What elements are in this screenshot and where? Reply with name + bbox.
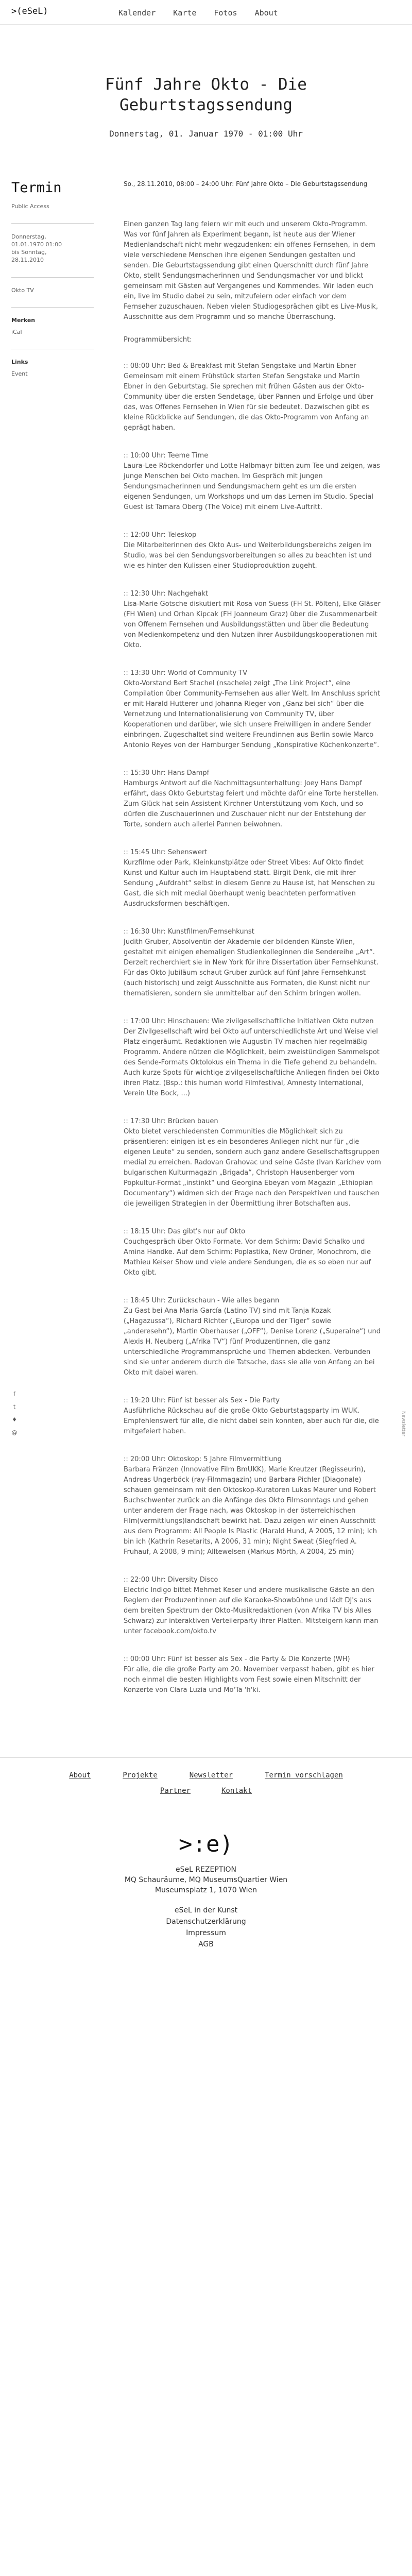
program-entry-body: Laura-Lee Röckendorfer und Lotte Halbmayr bitten zum Tee und zeigen, was junge Menschen bei Okto machen. Im Gespräch mit jungen Sendungsmacherinnen und Sendungsmachern geht es um die ersten eigenen Sendungen, um Workshops und um das Lernen im Studio. Special Guest ist Tamara Oberg (The Voice) mit einem Live-Auftritt. (124, 462, 381, 511)
program-entry-body: Der Zivilgesellschaft wird bei Okto auf unterschiedlichste Art und Weise viel Platz eingeräumt. Redaktionen wie Augustin TV machen hier regelmäßig Programm. Andere nützen die Möglichkeit, beim zweistündigen Sammelspot des Sende-Formats Oktolokus ein Thema in die Tiefe gehend zu behandeln. Auch kurze Spots für wichtige zivilgesellschaftliche Anliegen finden bei Okto ihren Platz. (Bsp.: this human world Filmfestival, Amnesty International, Verein Ute Bock, ...) (124, 1028, 380, 1097)
program-entry-title: :: 13:30 Uhr: World of Community TV (124, 669, 248, 677)
program-entry-title: :: 15:45 Uhr: Sehenswert (124, 849, 208, 856)
esel-logo[interactable]: >(eSeL) (11, 6, 48, 16)
date-from-label: Donnerstag, (11, 233, 46, 240)
program-entry-body: Hamburgs Antwort auf die Nachmittagsunterhaltung: Joey Hans Dampf erfährt, dass Okto Geburtstag feiert und möchte dafür eine Torte herstellen. Zum Glück hat sein Assistent Kirchner Unterstützung vom Koch, und so dürfen die Zuschauerinnen und Zuschauer nicht nur der Entstehung der Torte, sondern auch allerlei Pannen beiwohnen. (124, 779, 379, 828)
event-date: Donnerstag, 01. Januar 1970 - 01:00 Uhr (109, 129, 303, 139)
date-to-label: bis Sonntag, (11, 249, 47, 256)
footer-nav (0, 1771, 412, 1780)
program-entry-body: Gemeinsam mit einem Frühstück starten Stefan Sengstake und Martin Ebner in den Geburtstag. Sie sprechen mit frühen Gästen aus der Okto-Community über die ersten Sendetage, über Pannen und Erfolge und über das, was Offenes Fernsehen in Wien für sie bedeutet. Dazwischen gibt es kleine Rückblicke auf Sendungen, die das Okto-Programm von Anfang an geprägt haben. (124, 372, 373, 432)
nav-kalender[interactable]: Kalender (118, 8, 156, 18)
newsletter-tab[interactable]: Newsletter (401, 1411, 406, 1436)
facebook-icon[interactable]: f (13, 1391, 15, 1397)
merken-heading: Merken (11, 317, 36, 324)
program-entry-body: Electric Indigo bittet Mehmet Keser und andere musikalische Gäste an den Reglern der Produzentinnen auf die Karaoke-Showbühne und lädt DJ's aus dem breiten Spektrum der Okto-Musikredaktionen (von Afrika TV bis Alles Schwarz) zur interaktiven Verteilerparty ihrer Platten. Mitsteigern kann man unter facebook.com/okto.tv (124, 1586, 379, 1635)
program-entry (124, 361, 381, 433)
program-entry-title: :: 10:00 Uhr: Teeme Time (124, 452, 209, 460)
tag-okto-tv[interactable]: Okto TV (11, 287, 34, 294)
sidebar-subtitle: Public Access (11, 203, 49, 210)
program-entry-body: Zu Gast bei Ana Maria García (Latino TV) sind mit Tanja Kozak („Hagazussa“), Richard Richter („Europa und der Tiger“ sowie „anderesehn“), Martin Oberhauser („OFF“), Denise Lorenz („Superaine“) und Alexis H. Neuberg („Afrika TV“) fünf Produzentinnen, die ganz unterschiedliche Programmansprüche und Themen abdecken. Verbunden sind sie unter anderem durch die Tatsache, dass sie alle von Anfang an bei Okto mit dabei waren. (124, 1307, 381, 1377)
footer-link-datenschutz[interactable]: Datenschutzerklärung (166, 1918, 246, 1926)
program-entry (124, 1654, 381, 1696)
sidebar-tag-section (11, 277, 94, 294)
program-entry-title: :: 15:30 Uhr: Hans Dampf (124, 769, 210, 777)
program-entry (124, 1016, 381, 1099)
program-entry-body: Kurzfilme oder Park, Kleinkunstplätze oder Street Vibes: Auf Okto findet Kunst und Kultur auch im Hauptabend statt. Birgit Denk, die mit ihrer Sendung „Aufdraht“ selbst in diesem Genre zu Hause ist, hat Menschen zu Gast, die sich mit medial überhaupt wenig beachteten performativen Ausdrucksformen beschäftigen. (124, 859, 375, 908)
program-entry-body: Okto-Vorstand Bert Stachel (nsachele) zeigt „The Link Project“, eine Compilation über Community-Fernsehen aus aller Welt. Im Anschluss spricht er mit Harald Hutterer und Johanna Rieger von „Ganz bei sich“ über die Vernetzung und Internationalisierung von Community TV, über Kooperationen und darüber, wie sich unsere Freiwilligen in andere Sender einbringen. Zugeschaltet sind weitere Freundinnen aus Berlin sowie Marco Antonio Reyes von der Hamburger Sendung „Konspirative Küchenkonzerte“. (124, 680, 381, 749)
footer-newsletter-link[interactable]: Newsletter (189, 1771, 233, 1780)
program-entry (124, 451, 381, 513)
program-entry (124, 1396, 381, 1437)
program-entry-body: Für alle, die die große Party am 20. November verpasst haben, gibt es hier noch einmal die besten Highlights vom Fest sowie einen Mitschnitt der Konzerte von Clara Luzia und Mo'Ta 'h'ki. (124, 1666, 374, 1694)
intro-heading: So., 28.11.2010, 08:00 – 24:00 Uhr: Fünf Jahre Okto – Die Geburtstagssendung (124, 180, 368, 188)
program-entry-body: Die Mitarbeiterinnen des Okto Aus- und Weiterbildungsbereichs zeigen im Studio, was bei den Sendungsvorbereitungen so alles zu beachten ist und wie es hinter den Kulissen einer Studioproduktion zugeht. (124, 541, 372, 570)
ical-link[interactable]: iCal (11, 329, 22, 335)
nav-karte[interactable]: Karte (173, 8, 197, 18)
footer-link-agb[interactable]: AGB (198, 1940, 214, 1948)
program-entry-body: Couchgespräch über Okto Formate. Vor dem Schirm: David Schalko und Amina Handke. Auf dem Schirm: Poplastika, New Ordner, Monochrom, die Mathieu Keiser Show und viele andere Sendungen, die es so eben nur auf Okto gibt. (124, 1238, 371, 1277)
address-line-1: eSeL REZEPTION (176, 1866, 236, 1874)
program-entry (124, 1227, 381, 1278)
program-entry (124, 1296, 381, 1378)
program-entry-title: :: 22:00 Uhr: Diversity Disco (124, 1576, 218, 1584)
program-list (124, 361, 381, 1696)
footer-link-impressum[interactable]: Impressum (186, 1929, 226, 1937)
program-entry (124, 848, 381, 909)
program-entry-title: :: 08:00 Uhr: Bed & Breakfast mit Stefan Sengstake und Martin Ebner (124, 362, 356, 370)
program-entry-title: :: 19:20 Uhr: Fünf ist besser als Sex - Die Party (124, 1397, 280, 1404)
share-bar (11, 1391, 18, 1442)
footer-logo: >:e) (179, 1831, 233, 1857)
program-entry-title: :: 12:00 Uhr: Teleskop (124, 531, 197, 539)
footer-kontakt-link[interactable]: Kontakt (221, 1787, 252, 1795)
program-label: Programmübersicht: (124, 336, 192, 344)
main-content (124, 180, 381, 1696)
sidebar-merken-section (11, 307, 94, 335)
sidebar-links-section (11, 349, 94, 377)
sidebar-title: Termin (11, 180, 62, 196)
sidebar (11, 180, 94, 383)
footer-address (0, 1865, 412, 1895)
program-entry (124, 1575, 381, 1637)
address-line-3: Museumsplatz 1, 1070 Wien (154, 1886, 258, 1894)
program-entry (124, 1454, 381, 1557)
nav-about[interactable]: About (254, 8, 278, 18)
program-entry-title: :: 20:00 Uhr: Oktoskop: 5 Jahre Filmvermittlung (124, 1455, 282, 1463)
date-from-value: 01.01.1970 01:00 (11, 241, 62, 248)
intro-text: Einen ganzen Tag lang feiern wir mit euch und unserem Okto-Programm. Was vor fünf Jahren als Experiment begann, ist heute aus der Wiener Medienlandschaft nicht mehr wegzudenken: ein offenes Fernsehen, in dem viele verschiedene Menschen ihre eigenen Sendungen gestalten und senden. Die Geburtstagssendung gibt einen Querschnitt durch fünf Jahre Okto, stellt Sendungsmacherinnen und Sendungsmacher vor und blickt gemeinsam mit Gästen auf Vergangenes und Kommendes. Wir laden euch ein, live im Studio dabei zu sein, mitzufeiern oder einfach vor dem Fernseher zuzuschauen. Neben vielen Studiogesprächen gibt es Live-Musik, Ausschnitte aus dem Programm und so manche Überraschung. (124, 221, 378, 321)
program-entry-title: :: 17:30 Uhr: Brücken bauen (124, 1117, 218, 1125)
email-icon[interactable]: @ (11, 1429, 18, 1436)
footer-termin-link[interactable]: Termin vorschlagen (265, 1771, 343, 1780)
footer-about-link[interactable]: About (69, 1771, 91, 1780)
footer-partner-link[interactable]: Partner (160, 1787, 191, 1795)
program-entry-body: Ausführliche Rückschau auf die große Okto Geburtstagsparty im WUK. Empfehlenswert für alle, die nicht dabei sein konnten, aber auch für die, die mitgefeiert haben. (124, 1407, 379, 1435)
program-entry-title: :: 18:15 Uhr: Das gibt's nur auf Okto (124, 1228, 246, 1235)
date-to-value: 28.11.2010 (11, 257, 44, 263)
top-bar (0, 0, 412, 25)
footer (0, 1757, 412, 1981)
program-entry-body: Barbara Fränzen (Innovative Film BmUKK), Marie Kreutzer (Regisseurin), Andreas Ungerböck (ray-Filmmagazin) und Barbara Pichler (Diagonale) schauen gemeinsam mit den Oktoskop-Kuratoren Lukas Maurer und Robert Buchschwenter zurück an die Anfänge des Okto Filmsonntags und gehen unter anderem der Frage nach, was Oktoskop in der österreichischen Film(vermittlungs)landschaft bewirkt hat. Dazu zeigen wir einen Ausschnitt aus dem Programm: All People Is Plastic (Harald Hund, A 2005, 12 min); Ich bin ich (Kathrin Resetarits, A 2006, 31 min); Night Sweat (Siegfried A. Fruhauf, A 2008, 9 min); Alltewelsen (Markus Mörth, A 2004, 25 min) (124, 1466, 377, 1556)
title-line-1: Fünf Jahre Okto - Die (105, 75, 307, 94)
program-entry (124, 589, 381, 651)
share-icon[interactable]: ♦ (12, 1416, 17, 1423)
page-title (0, 74, 412, 115)
program-entry (124, 1116, 381, 1209)
twitter-icon[interactable]: t (13, 1403, 16, 1410)
footer-link-kunst[interactable]: eSeL in der Kunst (174, 1906, 238, 1914)
event-link[interactable]: Event (11, 370, 28, 377)
event-hero (0, 25, 412, 139)
program-entry-title: :: 18:45 Uhr: Zurückschaun - Wie alles begann (124, 1297, 280, 1304)
program-entry (124, 530, 381, 571)
links-heading: Links (11, 359, 28, 365)
program-entry (124, 768, 381, 830)
sidebar-date-section (11, 223, 94, 264)
main-nav (118, 8, 278, 18)
title-line-2: Geburtstagssendung (119, 96, 293, 114)
nav-fotos[interactable]: Fotos (214, 8, 237, 18)
footer-links (0, 1905, 412, 1950)
program-entry-title: :: 16:30 Uhr: Kunstfilmen/Fernsehkunst (124, 928, 254, 936)
address-line-2: MQ Schauräume, MQ MuseumsQuartier Wien (124, 1876, 288, 1884)
program-entry-title: :: 12:30 Uhr: Nachgehakt (124, 590, 209, 598)
program-entry-body: Okto bietet verschiedensten Communities die Möglichkeit sich zu präsentieren: einigen ist es ein besonderes Anliegen nicht nur für „die eigenen Leute“ zu senden, sondern auch ganz andere Gesellschaftsgruppen medial zu erreichen. Radovan Grahovac und seine Gäste (Ivan Karichev vom bulgarischen Kulturmagazin „Brigada“, Christoph Hausenberger vom Popkultur-Format „instinkt“ und Georgina Ebeyan vom Magazin „Ethiopian Documentary“) widmen sich der Frage nach den Perspektiven und tauschen die jeweiligen Strategien in der Übermittlung ihrer Botschaften aus. (124, 1128, 381, 1208)
footer-nav-secondary (0, 1787, 412, 1795)
program-entry-body: Judith Gruber, Absolventin der Akademie der bildenden Künste Wien, gestaltet mit einigen ehemaligen Studienkolleginnen die Sendereihe „Art“. Derzeit recherchiert sie in New York für ihre Dissertation über Fernsehkunst. Für das Okto Jubiläum schaut Gruber zurück auf fünf Jahre Fernsehkunst (auch historisch) und zeigt Ausschnitte aus Formaten, die Kunst nicht nur thematisieren, sondern sie unmittelbar auf den Schirm bringen wollen. (124, 938, 379, 997)
program-entry (124, 668, 381, 751)
footer-projekte-link[interactable]: Projekte (123, 1771, 158, 1780)
program-entry-title: :: 17:00 Uhr: Hinschauen: Wie zivilgesellschaftliche Initiativen Okto nutzen (124, 1018, 374, 1025)
program-entry (124, 927, 381, 999)
program-entry-title: :: 00:00 Uhr: Fünf ist besser als Sex - die Party & Die Konzerte (WH) (124, 1655, 350, 1663)
program-entry-body: Lisa-Marie Gotsche diskutiert mit Rosa von Suess (FH St. Pölten), Elke Gläser (FH Wien) und Orhan Kipcak (FH Joanneum Graz) über die Zusammenarbeit von Offenem Fernsehen und Ausbildungsstätten und über die Bedeutung von Medienkompetenz und den Nutzen ihrer Ausbildungskooperationen mit Okto. (124, 600, 381, 649)
content-area (0, 180, 412, 1696)
